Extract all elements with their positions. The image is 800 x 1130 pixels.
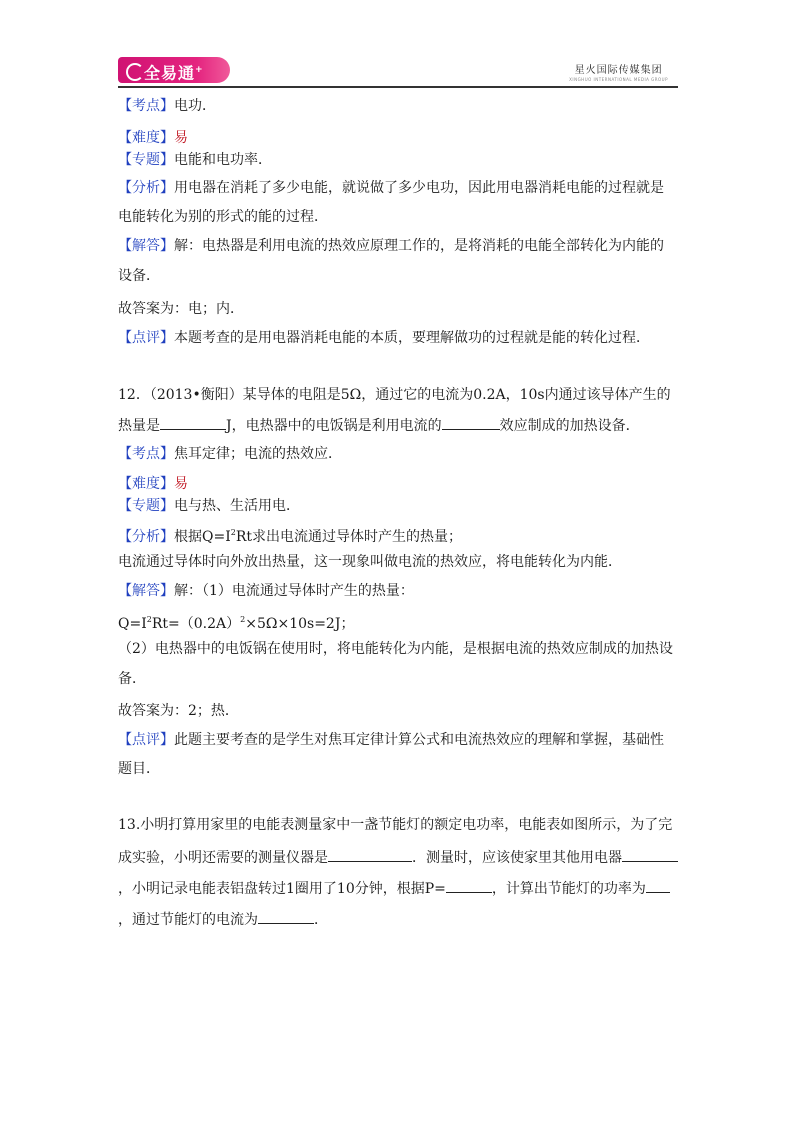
formula-part: Q=I	[118, 616, 147, 632]
answer-blank[interactable]	[446, 878, 492, 893]
q11-kaodian-text: 电功．	[174, 98, 216, 114]
q12-jieda	[118, 581, 414, 601]
q12-stem-1: 12．（2013•衡阳）某导体的电阻是5Ω，通过它的电流为0.2A，10s内通过该导体产生的	[118, 387, 671, 403]
answer-blank[interactable]	[622, 847, 678, 862]
page-header	[118, 55, 680, 87]
q12-fenxi-cont: 电流通过导体时向外放出热量，这一现象叫做电流的热效应，将电能转化为内能．	[118, 554, 622, 570]
answer-blank[interactable]	[328, 847, 412, 862]
tag-nandu: 【难度】	[118, 130, 174, 146]
q12-jieda-3: （2）电热器中的电饭锅在使用时，将电能转化为内能，是根据电流的热效应制成的加热设	[118, 641, 673, 657]
q11-fenxi	[118, 178, 664, 198]
company-name	[569, 61, 668, 82]
superscript: 2	[146, 615, 152, 624]
q13-stem-3	[118, 878, 670, 899]
q12-answer: 故答案为：2；热．	[118, 703, 239, 719]
tag-zhuanti: 【专题】	[118, 498, 174, 514]
q11-jieda-cont: 设备．	[118, 268, 160, 284]
tag-nandu: 【难度】	[118, 476, 174, 492]
q12-nandu-value: 易	[174, 476, 188, 492]
q12-dianping	[118, 730, 664, 750]
q11-answer: 故答案为：电；内．	[118, 301, 244, 317]
answer-blank[interactable]	[442, 415, 500, 430]
q11-kaodian	[118, 96, 216, 116]
q13-stem-3b: ，计算出节能灯的功率为	[491, 881, 646, 897]
q13-stem-1: 13.小明打算用家里的电能表测量家中一盏节能灯的额定电功率，电能表如图所示，为了完	[118, 817, 673, 833]
formula-part: ×5Ω×10s=2J；	[245, 616, 355, 632]
tag-kaodian: 【考点】	[118, 98, 174, 114]
q12-fenxi-1a: 根据Q=I	[174, 529, 231, 545]
q12-formula	[118, 610, 354, 634]
q12-jieda-text-1: 解：（1）电流通过导体时产生的热量：	[174, 583, 414, 599]
q12-dianping-text-1: 此题主要考查的是学生对焦耳定律计算公式和电流热效应的理解和掌握，基础性	[174, 732, 664, 748]
brand-logo	[118, 57, 230, 83]
q12-nandu	[118, 474, 188, 494]
q13-stem-3a: ，小明记录电能表铝盘转过1圈用了10分钟，根据P=	[118, 881, 446, 897]
formula-part: Rt=（0.2A）	[151, 616, 241, 632]
q12-fenxi-1b: Rt求出电流通过导体时产生的热量；	[235, 529, 463, 545]
logo-swirl-icon	[126, 63, 144, 81]
tag-jieda: 【解答】	[118, 238, 174, 254]
q13-stem-4	[118, 909, 328, 930]
q11-jieda-text-1: 解：电热器是利用电流的热效应原理工作的，是将消耗的电能全部转化为内能的	[174, 238, 664, 254]
tag-dianping: 【点评】	[118, 732, 174, 748]
tag-jieda: 【解答】	[118, 583, 174, 599]
q11-dianping	[118, 328, 650, 348]
q11-jieda	[118, 236, 664, 256]
tag-dianping: 【点评】	[118, 330, 174, 346]
superscript: 2	[240, 615, 246, 624]
q13-stem-2b: ．测量时，应该使家里其他用电器	[412, 850, 622, 866]
q12-kaodian	[118, 444, 342, 464]
q11-fenxi-text-1: 用电器在消耗了多少电能，就说做了多少电功，因此用电器消耗电能的过程就是	[174, 180, 664, 196]
q13-stem-2a: 成实验，小明还需要的测量仪器是	[118, 850, 328, 866]
q11-zhuanti	[118, 150, 272, 170]
tag-fenxi: 【分析】	[118, 529, 174, 545]
q12-dianping-cont: 题目．	[118, 761, 160, 777]
logo-text: 全易通	[144, 63, 196, 83]
answer-blank[interactable]	[160, 415, 226, 430]
q13-stem-4a: ，通过节能灯的电流为	[118, 912, 258, 928]
q11-zhuanti-text: 电能和电功率．	[174, 152, 272, 168]
q12-fenxi	[118, 523, 462, 547]
q12-jieda-4: 备．	[118, 671, 146, 687]
q12-stem-2c: 效应制成的加热设备．	[499, 418, 640, 434]
q13-stem-2	[118, 847, 678, 868]
company-en: XINGHUO INTERNATIONAL MEDIA GROUP	[569, 77, 668, 82]
logo-plus: +	[195, 65, 204, 75]
superscript: 2	[230, 528, 236, 537]
answer-blank[interactable]	[646, 878, 670, 893]
q11-nandu-value: 易	[174, 130, 188, 146]
header-divider	[118, 86, 678, 88]
q11-nandu	[118, 128, 188, 148]
q12-stem-2a: 热量是	[118, 418, 160, 434]
q12-kaodian-text: 焦耳定律；电流的热效应．	[174, 446, 342, 462]
tag-zhuanti: 【专题】	[118, 152, 174, 168]
company-cn: 星火国际传媒集团	[574, 65, 663, 76]
q12-stem-2	[118, 415, 640, 436]
tag-kaodian: 【考点】	[118, 446, 174, 462]
answer-blank[interactable]	[258, 909, 314, 924]
q12-zhuanti	[118, 496, 300, 516]
q12-stem-2b: J，电热器中的电饭锅是利用电流的	[226, 418, 442, 434]
tag-fenxi: 【分析】	[118, 180, 174, 196]
q11-fenxi-cont: 电能转化为别的形式的能的过程．	[118, 209, 328, 225]
q11-dianping-text: 本题考查的是用电器消耗电能的本质，要理解做功的过程就是能的转化过程．	[174, 330, 650, 346]
q13-stem-4b: ．	[314, 912, 328, 928]
q12-zhuanti-text: 电与热、生活用电．	[174, 498, 300, 514]
